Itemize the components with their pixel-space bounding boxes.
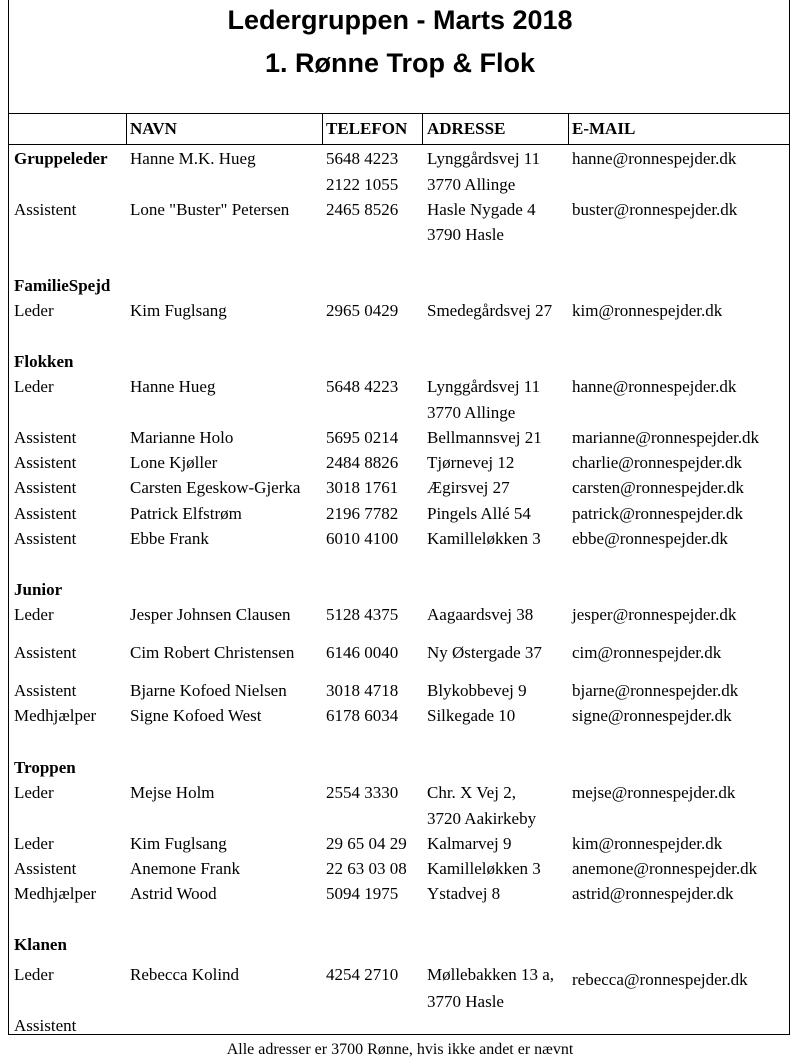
leader-address: Tjørnevej 12 (427, 453, 515, 472)
leader-name: Ebbe Frank (130, 529, 209, 548)
leader-email: carsten@ronnespejder.dk (572, 478, 744, 497)
leader-role: Medhjælper (14, 706, 97, 725)
section-heading-familiespejd: FamilieSpejd (14, 276, 111, 295)
header-divider (568, 113, 569, 144)
column-header-address: ADRESSE (427, 119, 506, 138)
leader-email: cim@ronnespejder.dk (572, 643, 722, 662)
leader-address: Ny Østergade 37 (427, 643, 542, 662)
leader-phone: 2465 8526 (326, 200, 399, 219)
leader-phone: 6010 4100 (326, 529, 399, 548)
document-subtitle: 1. Rønne Trop & Flok (264, 48, 535, 78)
leader-address: Kamilleløkken 3 (427, 859, 541, 878)
leader-address: Chr. X Vej 2, (427, 783, 516, 802)
leader-role: Assistent (14, 529, 77, 548)
table-header-bottom-border (8, 144, 790, 145)
leader-role: Assistent (14, 453, 77, 472)
header-divider (126, 113, 127, 144)
column-header-phone: TELEFON (326, 119, 408, 138)
leader-role: Assistent (14, 200, 77, 219)
leader-name: Bjarne Kofoed Nielsen (130, 681, 287, 700)
section-heading-gruppeleder: Gruppeleder (14, 149, 108, 168)
leader-role: Assistent (14, 681, 77, 700)
leader-email: anemone@ronnespejder.dk (572, 859, 758, 878)
section-heading-troppen: Troppen (14, 758, 76, 777)
leader-phone: 2965 0429 (326, 301, 399, 320)
leader-address-city: 3770 Hasle (427, 992, 504, 1011)
leader-address: Lynggårdsvej 11 (427, 377, 541, 396)
leader-phone: 5648 4223 (326, 377, 399, 396)
leader-name: Hanne Hueg (130, 377, 216, 396)
leader-email: hanne@ronnespejder.dk (572, 377, 737, 396)
leader-email: rebecca@ronnespejder.dk (572, 970, 748, 989)
leader-name: Hanne M.K. Hueg (130, 149, 256, 168)
leader-role: Leder (14, 965, 54, 984)
leader-email: bjarne@ronnespejder.dk (572, 681, 739, 700)
leader-name: Signe Kofoed West (130, 706, 262, 725)
leader-email: kim@ronnespejder.dk (572, 301, 723, 320)
document-title: Ledergruppen - Marts 2018 (227, 5, 573, 35)
leader-role: Assistent (14, 504, 77, 523)
leader-name: Jesper Johnsen Clausen (130, 605, 291, 624)
leader-role: Leder (14, 605, 54, 624)
leader-address: Ystadvej 8 (427, 884, 501, 903)
leader-phone: 6146 0040 (326, 643, 399, 662)
leader-phone: 4254 2710 (326, 965, 399, 984)
leader-role: Assistent (14, 478, 77, 497)
leader-address-city: 3790 Hasle (427, 225, 504, 244)
leader-name: Kim Fuglsang (130, 301, 227, 320)
leader-name: Patrick Elfstrøm (130, 504, 242, 523)
leader-phone: 2196 7782 (326, 504, 399, 523)
leader-email: signe@ronnespejder.dk (572, 706, 732, 725)
leader-email: buster@ronnespejder.dk (572, 200, 738, 219)
leader-address-city: 3720 Aakirkeby (427, 809, 537, 828)
section-heading-klanen: Klanen (14, 935, 67, 954)
leader-phone: 5094 1975 (326, 884, 399, 903)
leader-phone: 6178 6034 (326, 706, 399, 725)
leader-role: Leder (14, 301, 54, 320)
leader-email: astrid@ronnespejder.dk (572, 884, 734, 903)
leader-name: Astrid Wood (130, 884, 217, 903)
leader-address: Kalmarvej 9 (427, 834, 512, 853)
leader-role: Medhjælper (14, 884, 97, 903)
leader-name: Lone Kjøller (130, 453, 218, 472)
leader-email: marianne@ronnespejder.dk (572, 428, 760, 447)
leader-email: jesper@ronnespejder.dk (572, 605, 737, 624)
leader-name: Rebecca Kolind (130, 965, 240, 984)
leader-role: Assistent (14, 1016, 77, 1035)
leader-address: Ægirsvej 27 (427, 478, 510, 497)
leader-address: Bellmannsvej 21 (427, 428, 542, 447)
leader-address-city: 3770 Allinge (427, 403, 516, 422)
leader-phone: 3018 4718 (326, 681, 399, 700)
leader-phone: 2484 8826 (326, 453, 399, 472)
leader-phone-secondary: 2122 1055 (326, 175, 399, 194)
leader-email: patrick@ronnespejder.dk (572, 504, 743, 523)
leader-name: Mejse Holm (130, 783, 215, 802)
leader-address: Smedegårdsvej 27 (427, 301, 553, 320)
leader-phone: 3018 1761 (326, 478, 399, 497)
section-heading-junior: Junior (14, 580, 63, 599)
leader-address: Blykobbevej 9 (427, 681, 527, 700)
leader-name: Marianne Holo (130, 428, 234, 447)
leader-role: Assistent (14, 643, 77, 662)
leader-name: Anemone Frank (130, 859, 241, 878)
leader-address: Pingels Allé 54 (427, 504, 531, 523)
leader-phone: 5648 4223 (326, 149, 399, 168)
leader-role: Leder (14, 377, 54, 396)
leader-role: Assistent (14, 859, 77, 878)
leader-address: Hasle Nygade 4 (427, 200, 536, 219)
leader-address-city: 3770 Allinge (427, 175, 516, 194)
leader-phone: 5128 4375 (326, 605, 399, 624)
leader-role: Leder (14, 834, 54, 853)
leader-name: Carsten Egeskow-Gjerka (130, 478, 301, 497)
leader-name: Cim Robert Christensen (130, 643, 295, 662)
leader-name: Lone "Buster" Petersen (130, 200, 290, 219)
leader-name: Kim Fuglsang (130, 834, 227, 853)
leader-address: Lynggårdsvej 11 (427, 149, 541, 168)
section-heading-flokken: Flokken (14, 352, 74, 371)
footer-note: Alle adresser er 3700 Rønne, hvis ikke andet er nævnt (226, 1041, 574, 1058)
leader-address: Silkegade 10 (427, 706, 516, 725)
leader-address: Kamilleløkken 3 (427, 529, 541, 548)
header-divider (422, 113, 423, 144)
leader-phone: 22 63 03 08 (326, 859, 407, 878)
leader-address: Møllebakken 13 a, (427, 965, 554, 984)
header-divider (322, 113, 323, 144)
column-header-name: NAVN (130, 119, 177, 138)
leader-email: charlie@ronnespejder.dk (572, 453, 743, 472)
leader-email: mejse@ronnespejder.dk (572, 783, 736, 802)
leader-phone: 29 65 04 29 (326, 834, 407, 853)
leader-email: hanne@ronnespejder.dk (572, 149, 737, 168)
leader-phone: 5695 0214 (326, 428, 399, 447)
column-header-email: E-MAIL (572, 119, 636, 138)
leader-address: Aagaardsvej 38 (427, 605, 534, 624)
leader-phone: 2554 3330 (326, 783, 399, 802)
leader-role: Leder (14, 783, 54, 802)
leader-email: kim@ronnespejder.dk (572, 834, 723, 853)
leader-email: ebbe@ronnespejder.dk (572, 529, 728, 548)
leader-role: Assistent (14, 428, 77, 447)
